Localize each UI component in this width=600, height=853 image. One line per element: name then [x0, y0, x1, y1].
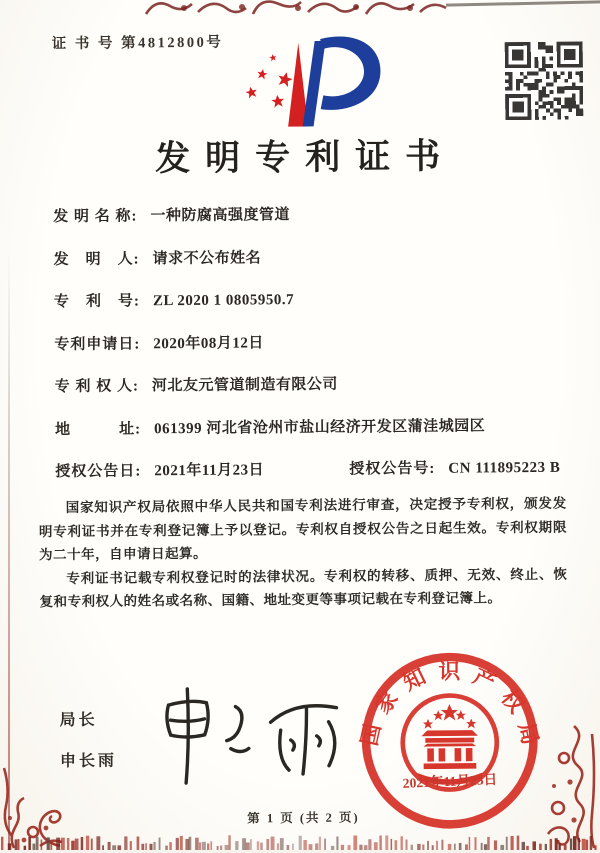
field-value: 河北友元管道制造有限公司 — [151, 376, 338, 395]
field-label: 发 明 人: — [53, 250, 140, 268]
field-grant-number — [349, 455, 560, 484]
corner-ornament-right — [534, 724, 600, 850]
field-label: 授权公告号: — [349, 460, 436, 478]
field-value: 2021年11月23日 — [154, 462, 265, 480]
field-label: 授权公告日: — [55, 463, 142, 481]
field-inventor — [53, 242, 558, 273]
legal-paragraph-1: 国家知识产权局依照中华人民共和国专利法进行审查，决定授予专利权，颁发发明专利证书并在专利登记簿上予以登记。专利权自授权公告之日起生效。专利权期限为二十年，自申请日起算。 — [38, 495, 567, 563]
page-footer: 第 1 页 (共 2 页) — [247, 810, 360, 826]
field-value: 一种防腐高强度管道 — [150, 207, 291, 225]
field-value: ZL 2020 1 0805950.7 — [152, 292, 295, 310]
cnipa-logo-icon — [227, 31, 404, 133]
bottom-border-fringe — [0, 833, 600, 850]
field-label: 专 利 权 人: — [54, 378, 139, 396]
signer-title: 局长 — [59, 711, 98, 730]
certificate-title: 发明专利证书 — [154, 136, 456, 179]
field-filing-date — [54, 327, 559, 358]
legal-paragraph-2: 专利证书记载专利权登记时的法律状况。专利权的转移、质押、无效、终止、恢复和专利权人的姓名或名称、国籍、地址变更等事项记载在专利登记簿上。 — [39, 566, 568, 610]
field-label: 发 明 名 称: — [53, 208, 138, 226]
field-label: 专利申请日: — [54, 335, 141, 353]
field-invention-name — [53, 200, 558, 231]
field-label: 地 址: — [54, 420, 142, 438]
qr-code — [505, 42, 584, 121]
legal-text — [39, 492, 568, 614]
seal-agency-text: 国家知识产权局 — [357, 659, 543, 748]
field-value: CN 111895223 B — [448, 459, 561, 477]
field-address — [55, 412, 560, 443]
certificate-number: 证 书 号 第4812800号 — [51, 34, 224, 53]
field-label: 专 利 号: — [53, 293, 140, 311]
field-patent-number — [54, 285, 559, 316]
seal-date: 2021年11月23日 — [402, 771, 498, 791]
field-value: 请求不公布姓名 — [152, 249, 262, 267]
certificate-fields — [53, 200, 561, 502]
field-patentee — [55, 370, 560, 401]
field-value: 2020年08月12日 — [153, 334, 264, 352]
signer-name: 申长雨 — [59, 752, 118, 771]
field-grant-date — [55, 457, 264, 486]
field-grant-row — [55, 455, 560, 486]
handwritten-signature-icon — [130, 677, 366, 791]
field-value: 061399 河北省沧州市盐山经济开发区蒲洼城园区 — [153, 417, 486, 437]
